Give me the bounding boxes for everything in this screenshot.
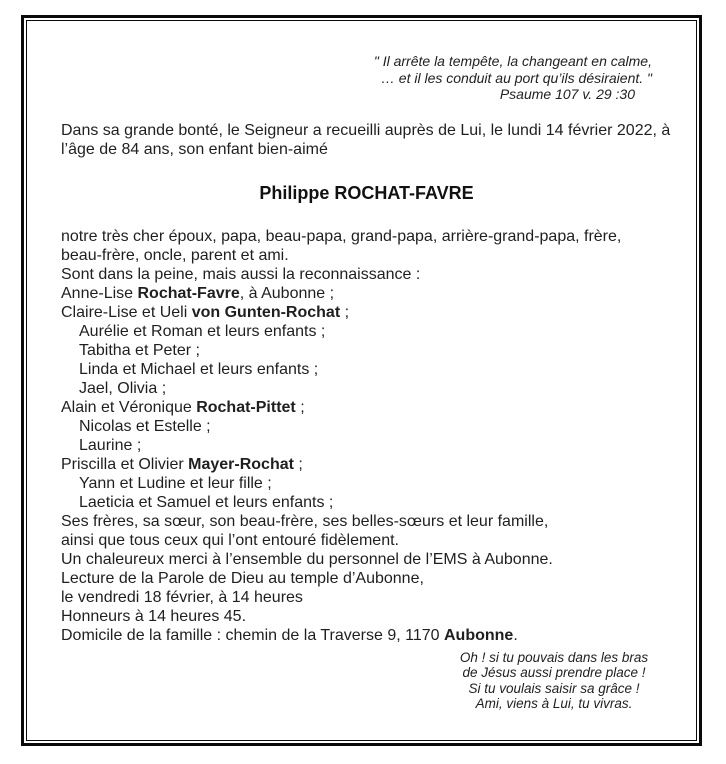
announcement-text: Priscilla et Olivier — [61, 455, 189, 473]
announcement-line — [61, 569, 672, 588]
epigraph — [61, 53, 652, 103]
announcement-text: notre très cher époux, papa, beau-papa, grand-papa, arrière-grand-papa, frère, — [61, 227, 622, 245]
announcement-text: Aurélie et Roman et leurs enfants ; — [79, 322, 326, 340]
announcement-text: Lecture de la Parole de Dieu au temple d’Aubonne, — [61, 569, 424, 587]
announcement-line — [61, 379, 672, 398]
announcement-text: Honneurs à 14 heures 45. — [61, 607, 247, 625]
announcement-line — [61, 474, 672, 493]
announcement-line — [61, 493, 672, 512]
announcement-text: Tabitha et Peter ; — [79, 341, 200, 359]
announcement-line — [61, 227, 672, 246]
announcement-text: ; — [295, 398, 305, 416]
announcement-text: beau-frère, oncle, parent et ami. — [61, 246, 289, 264]
announcement-text: Ses frères, sa sœur, son beau-frère, ses belles-sœurs et leur famille, — [61, 512, 549, 530]
announcement-text: Alain et Véronique — [61, 398, 197, 416]
announcement-line — [61, 455, 672, 474]
announcement-text: Anne-Lise — [61, 284, 138, 302]
closing-quote — [444, 650, 664, 712]
announcement-text: Laeticia et Samuel et leurs enfants ; — [79, 493, 334, 511]
family-name-text: Rochat-Pittet — [196, 398, 296, 416]
announcement-text: ; — [293, 455, 303, 473]
announcement-text: ainsi que tous ceux qui l’ont entouré fidèlement. — [61, 531, 399, 549]
announcement-line — [61, 626, 672, 645]
announcement-text: . — [513, 626, 518, 644]
outer-border-frame — [21, 15, 702, 746]
announcement-line — [61, 360, 672, 379]
epigraph-line: … et il les conduit au port qu’ils désiraient. " — [380, 69, 652, 86]
announcement-line — [61, 531, 672, 550]
announcement-text: Domicile de la famille : chemin de la Traverse 9, 1170 — [61, 626, 444, 644]
announcement-line — [61, 322, 672, 341]
closing-quote-line: Ami, viens à Lui, tu vivras. — [475, 696, 633, 711]
closing-quote-line: de Jésus aussi prendre place ! — [462, 665, 646, 680]
closing-quote-line: Oh ! si tu pouvais dans les bras — [459, 649, 649, 665]
closing-quote-line: Si tu voulais saisir sa grâce ! — [468, 680, 640, 696]
announcement-line — [61, 303, 672, 322]
announcement-text: Jael, Olivia ; — [79, 379, 167, 397]
announcement-line — [61, 341, 672, 360]
announcement-text: Linda et Michael et leurs enfants ; — [79, 360, 319, 378]
announcement-text: ; — [340, 303, 350, 321]
announcement-line — [61, 436, 672, 455]
announcement-line — [61, 607, 672, 626]
announcement-lines — [61, 227, 672, 645]
announcement-line — [61, 417, 672, 436]
announcement-text: le vendredi 18 février, à 14 heures — [61, 588, 303, 606]
announcement-text: Claire-Lise et Ueli — [61, 303, 192, 321]
family-name-text: von Gunten-Rochat — [191, 303, 341, 321]
announcement-line — [61, 284, 672, 303]
announcement-line — [61, 246, 672, 265]
announcement-line — [61, 265, 672, 284]
announcement-text: Un chaleureux merci à l’ensemble du personnel de l’EMS à Aubonne. — [61, 550, 553, 568]
announcement-text: Sont dans la peine, mais aussi la reconnaissance : — [61, 265, 421, 283]
announcement-line — [61, 550, 672, 569]
announcement-line — [61, 512, 672, 531]
deceased-name: Philippe ROCHAT-FAVRE — [259, 182, 474, 203]
announcement-text: , à Aubonne ; — [239, 284, 335, 302]
intro-paragraph: Dans sa grande bonté, le Seigneur a recueilli auprès de Lui, le lundi 14 février 2022, à l’âge de 84 ans, son enfant bien-aimé — [61, 121, 671, 158]
announcement-text: Yann et Ludine et leur fille ; — [79, 474, 272, 492]
announcement-text: Nicolas et Estelle ; — [79, 417, 211, 435]
announcement-text: Laurine ; — [79, 436, 142, 454]
family-name-text: Rochat-Favre — [137, 284, 240, 302]
announcement-line — [61, 588, 672, 607]
inner-border-frame — [26, 20, 697, 741]
epigraph-line: " Il arrête la tempête, la changeant en calme, — [373, 53, 652, 69]
epigraph-lines — [61, 53, 652, 86]
family-name-text: Aubonne — [444, 626, 514, 644]
family-name-text: Mayer-Rochat — [188, 455, 294, 473]
announcement-line — [61, 398, 672, 417]
epigraph-source: Psaume 107 v. 29 :30 — [499, 86, 635, 102]
